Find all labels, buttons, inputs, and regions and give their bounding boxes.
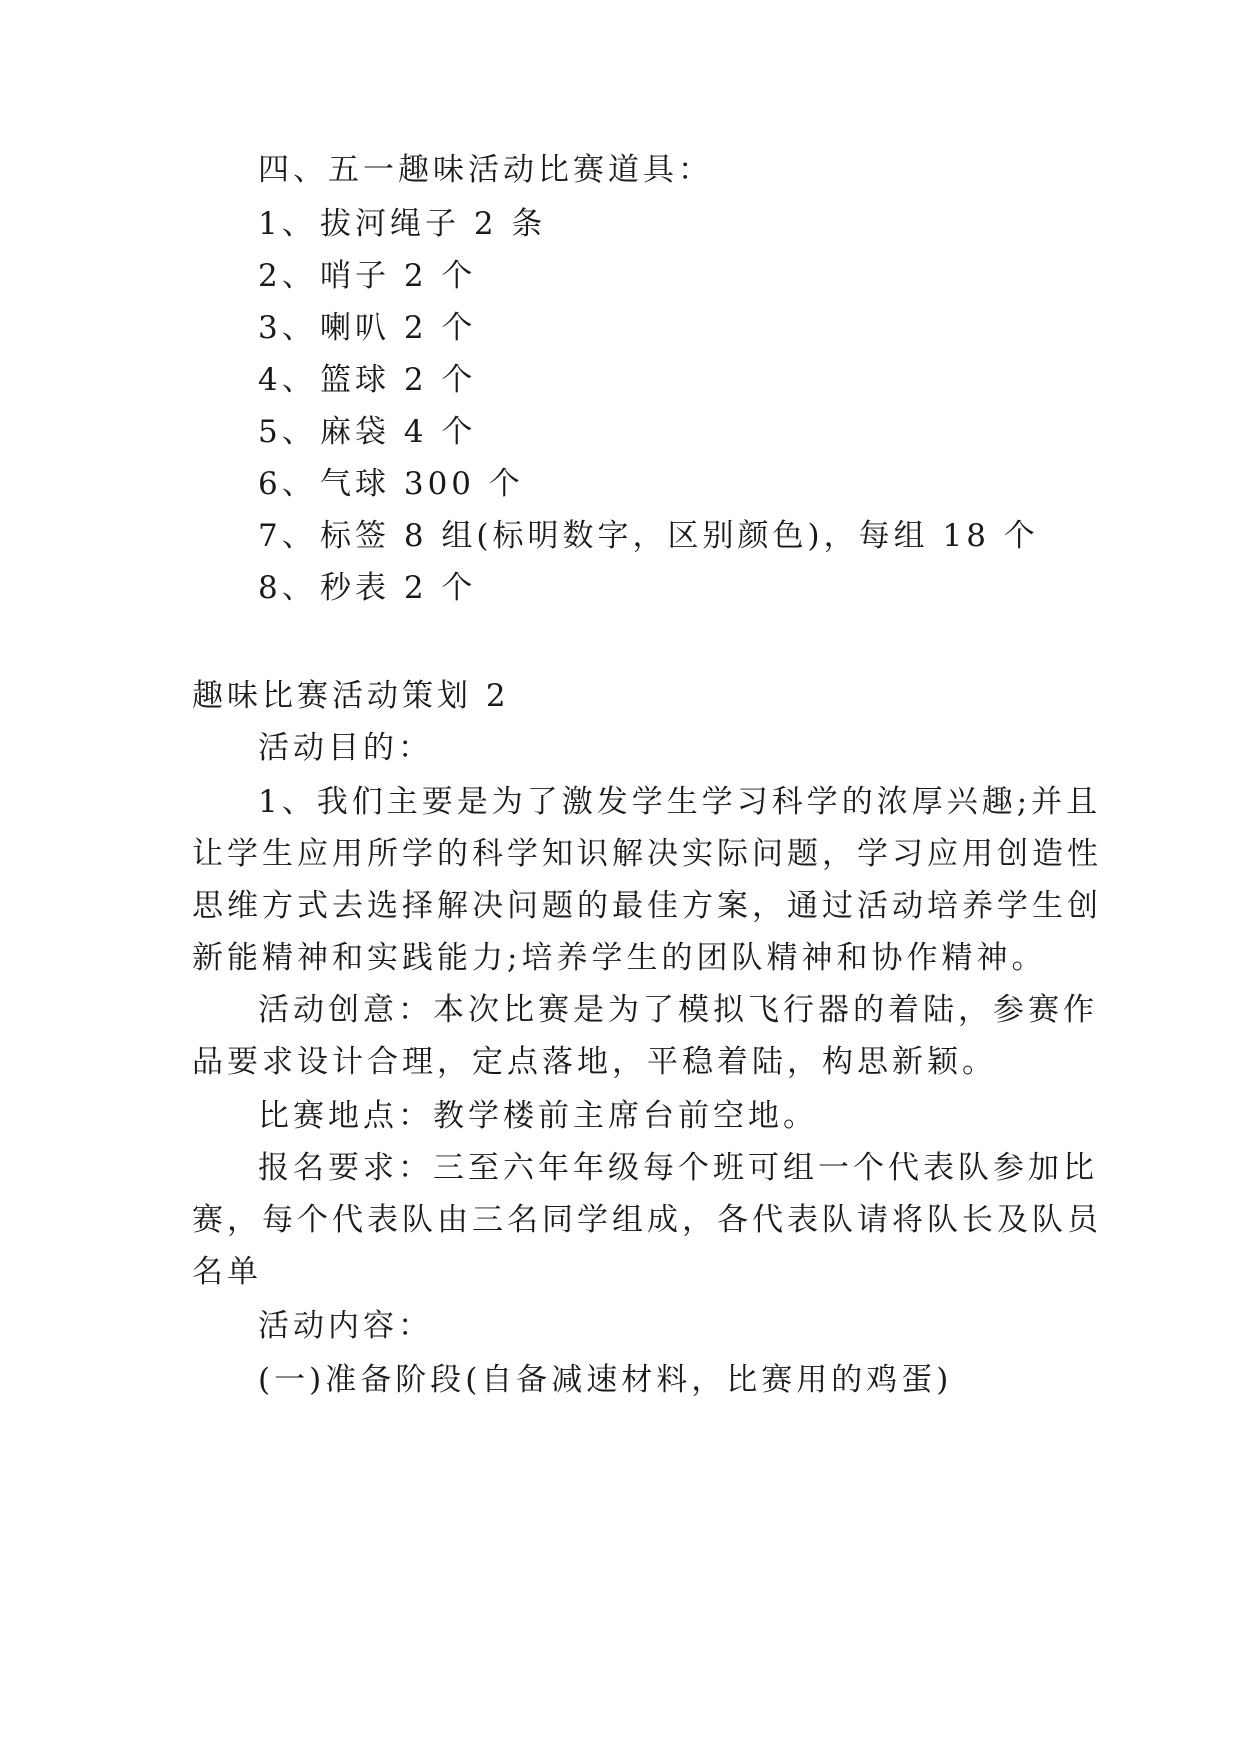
list-item: [258, 568, 476, 608]
list-item-number: 4、: [258, 362, 317, 398]
list-item: [258, 308, 476, 348]
paragraph-line: 品要求设计合理，定点落地，平稳着陆，构思新颖。: [192, 1044, 997, 1080]
list-item-text: 喇叭 2 个: [320, 310, 477, 346]
paragraph-line: 1、我们主要是为了激发学生学习科学的浓厚兴趣;并且: [258, 784, 1102, 820]
content-heading: 活动内容：: [258, 1308, 433, 1344]
list-item-text: 拔河绳子 2 条: [320, 206, 547, 242]
venue-line: 比赛地点：教学楼前主席台前空地。: [258, 1098, 818, 1134]
list-item-number: 6、: [258, 466, 317, 502]
paragraph-line: 让学生应用所学的科学知识解决实际问题，学习应用创造性: [192, 836, 1102, 872]
list-item: [258, 204, 546, 244]
list-item-text: 麻袋 4 个: [320, 414, 477, 450]
paragraph-line: 思维方式去选择解决问题的最佳方案，通过活动培养学生创: [192, 888, 1102, 924]
list-item: [258, 360, 476, 400]
paragraph-line: 报名要求：三至六年年级每个班可组一个代表队参加比: [258, 1150, 1098, 1186]
paragraph-line: 赛，每个代表队由三名同学组成，各代表队请将队长及队员: [192, 1202, 1102, 1238]
section-heading: 四、五一趣味活动比赛道具：: [258, 152, 713, 188]
list-item-text: 篮球 2 个: [320, 362, 477, 398]
list-item-number: 1、: [258, 206, 317, 242]
list-item-number: 3、: [258, 310, 317, 346]
list-item-text: 秒表 2 个: [320, 570, 477, 606]
list-item: [258, 516, 1039, 556]
list-item-number: 5、: [258, 414, 317, 450]
document-title: 趣味比赛活动策划 2: [192, 678, 510, 714]
list-item: [258, 464, 524, 504]
paragraph-line: 新能精神和实践能力;培养学生的团队精神和协作精神。: [192, 940, 1047, 976]
list-item: [258, 256, 476, 296]
list-item-number: 8、: [258, 570, 317, 606]
list-item-text: 气球 300 个: [320, 466, 524, 502]
list-item-number: 7、: [258, 518, 317, 554]
paragraph-line: 活动创意：本次比赛是为了模拟飞行器的着陆，参赛作: [258, 992, 1098, 1028]
list-item-text: 标签 8 组(标明数字，区别颜色)，每组 18 个: [320, 518, 1039, 554]
list-item-text: 哨子 2 个: [320, 258, 477, 294]
list-item: [258, 412, 476, 452]
paragraph-line: 名单: [192, 1254, 262, 1290]
stage-line: (一)准备阶段(自备减速材料，比赛用的鸡蛋): [258, 1362, 953, 1398]
purpose-heading: 活动目的：: [258, 730, 433, 766]
list-item-number: 2、: [258, 258, 317, 294]
